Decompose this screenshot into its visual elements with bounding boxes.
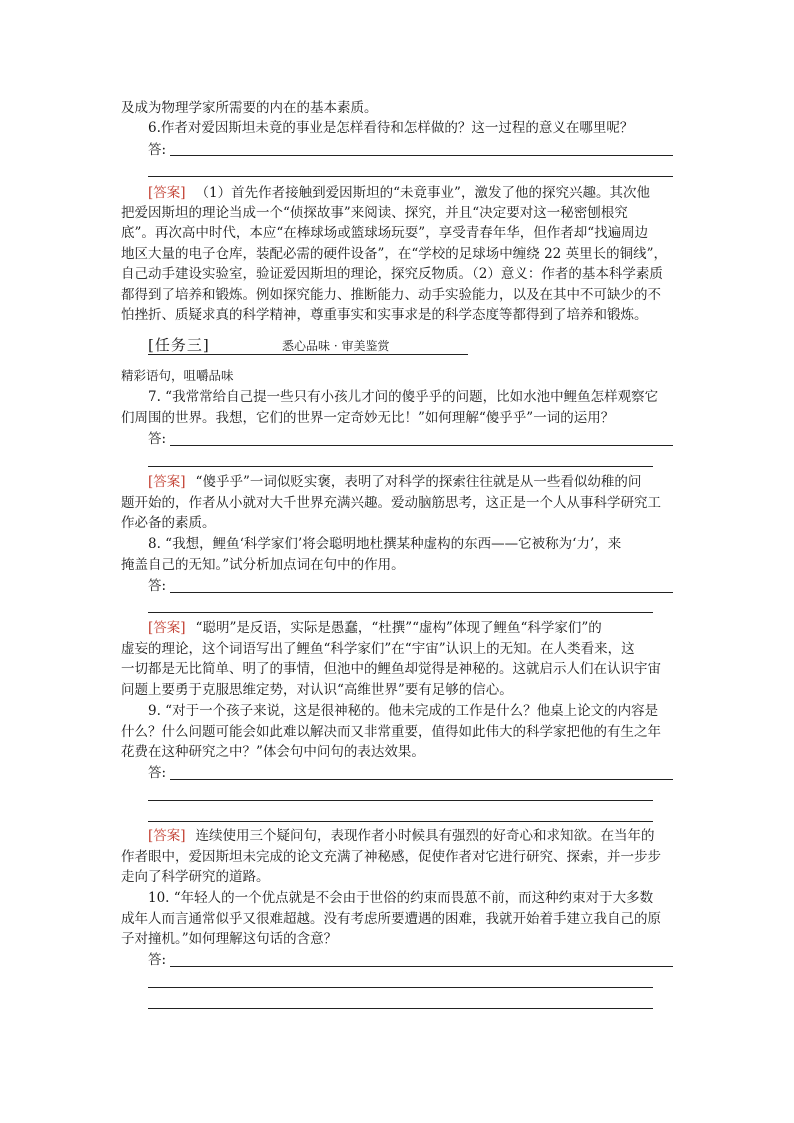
q5-text-tail: 及成为物理学家所需要的内在的基本素质。: [121, 100, 378, 116]
q8-answer-line-2[interactable]: [148, 612, 653, 613]
q9-answer-line-0: [答案] 连续使用三个疑问句，表现作者小时候具有强烈的好奇心和求知欲。在当年的: [148, 828, 655, 844]
q9-answer-line-2[interactable]: [148, 800, 653, 801]
q8-answer-text-4: 问题上要勇于克服思维定势，对认识“高维世界”要有足够的信心。: [121, 682, 513, 698]
q10-answer-label: 答:: [148, 952, 167, 968]
q8-answer-tag: [答案]: [148, 620, 186, 636]
q7-answer-label: 答:: [148, 431, 167, 447]
q6-answer-text-5: 自己动手建设实验室，验证爱因斯坦的理论，探究反物质。（2）意义：作者的基本科学素质: [121, 266, 663, 282]
q9-answer-tag: [答案]: [148, 828, 186, 844]
q10-answer-line-1[interactable]: [170, 966, 673, 967]
q6-answer-label: 答:: [148, 142, 167, 158]
task3-header: [148, 334, 468, 355]
q6-question: 6.作者对爱因斯坦未竟的事业是怎样看待和怎样做的？这一过程的意义在哪里呢？: [148, 120, 634, 136]
q7-answer-tag: [答案]: [148, 474, 186, 490]
q8-answer-text-3: 一切都是无比简单、明了的事情，但池中的鲤鱼却觉得是神秘的。这就启示人们在认识宇宙: [121, 661, 661, 677]
q7-answer-line-2[interactable]: [148, 466, 653, 467]
q10-answer-line-2[interactable]: [148, 987, 653, 988]
q8-answer-text-2: 虚妄的理论，这个词语写出了鲤鱼“科学家们”在“宇宙”认识上的无知。在人类看来，这: [121, 641, 635, 657]
q7-answer-line-0: [答案] “傻乎乎”一词似贬实褒，表明了对科学的探索往往就是从一些看似幼稚的问: [148, 474, 642, 490]
q7-answer-text-2: 题开始的，作者从小就对大千世界充满兴趣。爱动脑筋思考，这正是一个人从事科学研究工: [121, 495, 661, 511]
q6-answer-line-2[interactable]: [148, 176, 673, 177]
q9-answer-text-2: 作者眼中，爱因斯坦未完成的论文充满了神秘感，促使作者对它进行研究、探索，并一步步: [121, 849, 661, 865]
q6-answer-tag: [答案]: [148, 185, 186, 201]
q8-answer-line-0: [答案] “聪明”是反语，实际是愚蠢，“杜撰”“虚构”体现了鲤鱼“科学家们”的: [148, 620, 602, 636]
q9-question-2: 什么？什么问题可能会如此难以解决而又非常重要，值得如此伟大的科学家把他的有生之年: [121, 724, 661, 740]
task3-title: [任务三]: [148, 336, 210, 354]
q9-answer-label: 答:: [148, 765, 167, 781]
q10-answer-line-3[interactable]: [148, 1008, 653, 1009]
q6-answer-line-1[interactable]: [170, 155, 673, 156]
q9-answer-text-3: 走向了科学研究的道路。: [121, 869, 270, 885]
q6-answer-text-4: 地区大量的电子仓库，装配必需的硬件设备”，在“学校的足球场中缠绕 22 英里长的铜线”，: [121, 246, 667, 262]
q9-question-3: 花费在这种研究之中？”体会句中问句的表达效果。: [121, 744, 425, 760]
q8-question-2: 掩盖自己的无知。”试分析加点词在句中的作用。: [121, 557, 405, 573]
q6-answer-text-6: 都得到了培养和锻炼。例如探究能力、推断能力、动手实验能力，以及在其中不可缺少的不: [121, 287, 661, 303]
section-heading: 精彩语句，咀嚼品味: [121, 368, 234, 383]
q9-answer-line-3[interactable]: [148, 821, 653, 822]
task3-subtitle: 悉心品味 · 审美鉴赏: [282, 339, 390, 353]
q7-answer-text-3: 作必备的素质。: [121, 515, 216, 531]
q7-question-2: 们周围的世界。我想，它们的世界一定奇妙无比！”如何理解“傻乎乎”一词的运用？: [121, 410, 615, 426]
q7-question-1: 7. “我常常给自己提一些只有小孩儿才问的傻乎乎的问题，比如水池中鲤鱼怎样观察它: [148, 389, 659, 405]
q7-answer-line-1[interactable]: [170, 445, 673, 446]
q8-question-1: 8. “我想，鲤鱼‘科学家们’将会聪明地杜撰某种虚构的东西——它被称为‘力’，来: [148, 536, 622, 552]
q10-question-1: 10. “年轻人的一个优点就是不会由于世俗的约束而畏葸不前，而这种约束对于大多数: [148, 890, 654, 906]
q9-answer-line-1[interactable]: [170, 779, 673, 780]
q6-answer-text-7: 怕挫折、质疑求真的科学精神，尊重事实和实事求是的科学态度等都得到了培养和锻炼。: [121, 307, 648, 323]
q6-answer-line-0: [答案] （1）首先作者接触到爱因斯坦的“未竟事业”，激发了他的探究兴趣。其次他: [148, 185, 650, 201]
q6-answer-text-3: 底”。再次高中时代，本应“在棒球场或篮球场玩耍”，享受青春年华，但作者却“找遍周边: [121, 225, 649, 241]
q9-question-1: 9. “对于一个孩子来说，这是很神秘的。他未完成的工作是什么？他桌上论文的内容是: [148, 703, 659, 719]
q8-answer-label: 答:: [148, 578, 167, 594]
q8-answer-line-1[interactable]: [170, 592, 673, 593]
q10-question-3: 子对撞机。”如何理解这句话的含意？: [121, 931, 338, 947]
q10-question-2: 成年人而言通常似乎又很难超越。没有考虑所要遭遇的困难，我就开始着手建立我自己的原: [121, 911, 661, 927]
q6-answer-text-2: 把爱因斯坦的理论当成一个“侦探故事”来阅读、探究，并且“决定要对这一秘密刨根究: [121, 205, 628, 221]
